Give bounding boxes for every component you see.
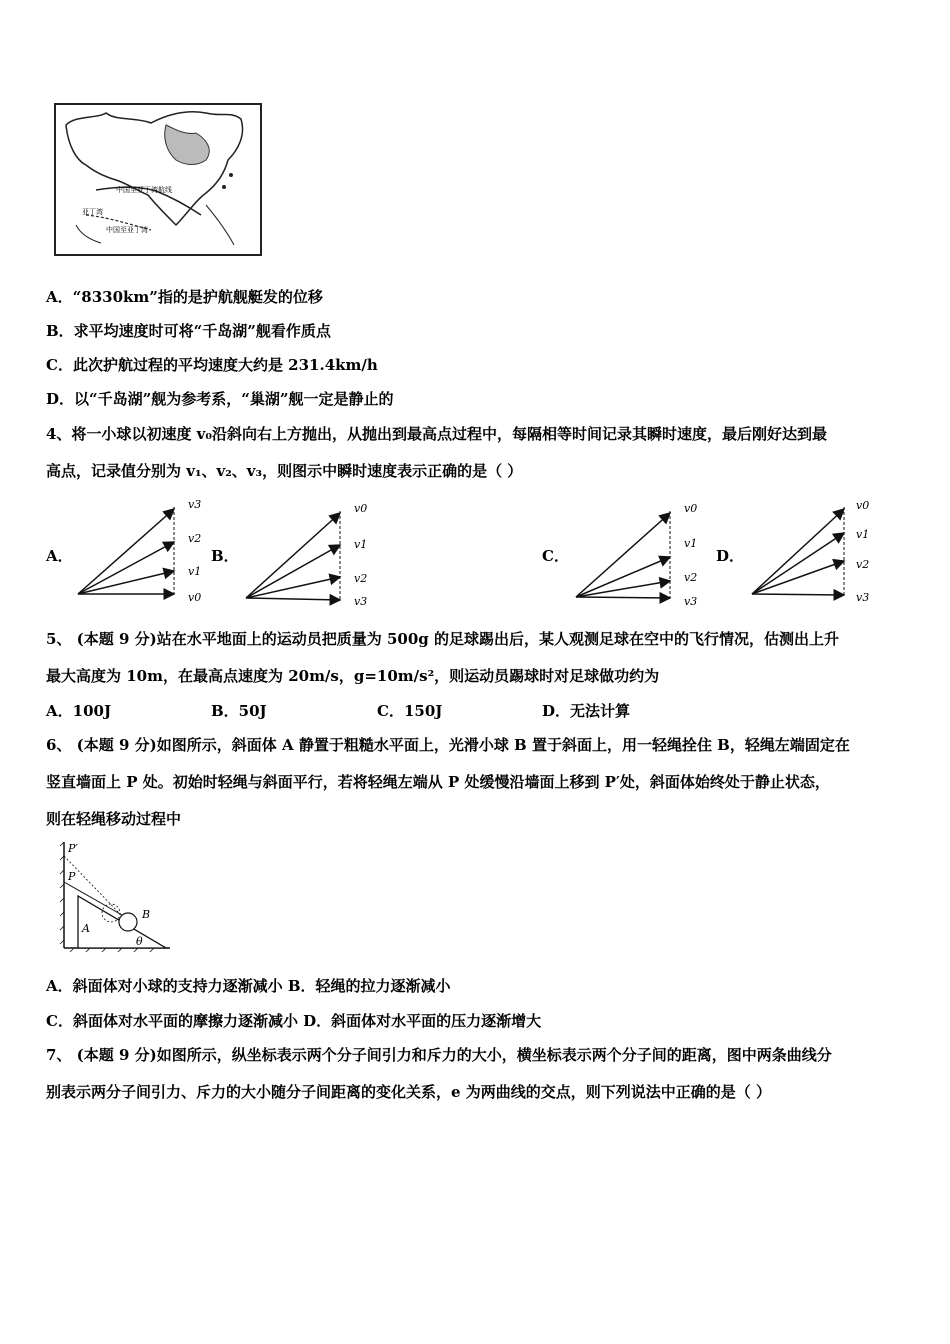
map-caption-aden: 亚丁湾	[82, 208, 103, 216]
q5-option-a: A．100J	[46, 702, 112, 720]
q7-stem-line2: 别表示两分子间引力、斥力的大小随分子间距离的变化关系，e 为两曲线的交点，则下列说法中正确的是（ ）	[46, 1083, 771, 1101]
q5-stem-line2: 最大高度为 10m，在最高点速度为 20m/s，g=10m/s²，则运动员踢球时对足球做功约为	[46, 667, 660, 685]
label-theta: θ	[136, 935, 143, 948]
vec-label: v3	[684, 595, 698, 608]
label-p: P	[68, 870, 76, 883]
q3-option-a: A．“8330km”指的是护航舰艇发的位移	[46, 288, 323, 306]
q7-stem-line1: 7、 (本题 9 分)如图所示，纵坐标表示两个分子间引力和斥力的大小，横坐标表示两个分子间的距离，图中两条曲线分	[46, 1046, 832, 1064]
vector-arrow	[246, 513, 340, 598]
vec-label: v1	[188, 565, 202, 578]
q6-stem-line3: 则在轻绳移动过程中	[46, 810, 182, 828]
q6-stem-line1: 6、 (本题 9 分)如图所示，斜面体 A 静置于粗糙水平面上，光滑小球 B 置于斜面上，用一轻绳拴住 B，轻绳左端固定在	[46, 736, 850, 754]
vector-arrow	[246, 598, 340, 600]
q3-option-b: B．求平均速度时可将“千岛湖”舰看作质点	[46, 322, 331, 340]
vector-arrow	[752, 509, 844, 594]
vector-arrow	[576, 597, 670, 598]
q5-option-b: B．50J	[211, 702, 267, 720]
q5-option-c: C．150J	[377, 702, 443, 720]
map-figure	[54, 103, 262, 256]
q4-option-c-label: C．	[542, 547, 569, 565]
vector-arrow	[78, 509, 174, 594]
vector-arrow	[246, 577, 340, 598]
vec-label: v2	[188, 532, 202, 545]
vector-arrow	[576, 513, 670, 597]
vec-label: v0	[684, 502, 698, 515]
q5-option-d: D．无法计算	[542, 702, 631, 720]
q4-stem-line2: 高点，记录值分别为 v₁、v₂、v₃，则图示中瞬时速度表示正确的是（ ）	[46, 462, 523, 480]
q3-option-c: C．此次护航过程的平均速度大约是 231.4km/h	[46, 356, 378, 374]
map-drawing	[56, 105, 260, 254]
vector-arrow	[752, 594, 844, 595]
q4-diagram-d	[744, 493, 884, 613]
vector-arrow	[576, 557, 670, 597]
vec-label: v0	[856, 499, 870, 512]
map-caption-route: 中国至亚丁湾航线	[116, 186, 172, 194]
vector-arrow	[78, 542, 174, 594]
vector-arrow	[78, 571, 174, 594]
vec-label: v2	[856, 558, 870, 571]
vec-label: v0	[188, 591, 202, 604]
q6-figure	[56, 840, 176, 955]
label-a: A	[82, 922, 90, 935]
label-p-prime: P′	[68, 842, 78, 855]
vec-label: v1	[354, 538, 368, 551]
vec-label: v3	[354, 595, 368, 608]
vec-label: v2	[684, 571, 698, 584]
vec-label: v3	[188, 498, 202, 511]
vec-label: v1	[856, 528, 870, 541]
map-caption-china: 中国至亚丁湾	[106, 226, 148, 234]
q4-option-d-label: D．	[716, 547, 745, 565]
vector-arrow	[246, 545, 340, 598]
q4-option-a-label: A．	[46, 547, 73, 565]
vec-label: v1	[684, 537, 698, 550]
vec-label: v0	[354, 502, 368, 515]
vector-arrow	[752, 533, 844, 594]
vector-arrow	[752, 561, 844, 594]
q5-stem-line1: 5、 (本题 9 分)站在水平地面上的运动员把质量为 500g 的足球踢出后，某人观测足球在空中的飞行情况，估测出上升	[46, 630, 839, 648]
vec-label: v2	[354, 572, 368, 585]
ball	[119, 913, 137, 931]
q6-options-cd: C．斜面体对水平面的摩擦力逐渐减小 D．斜面体对水平面的压力逐渐增大	[46, 1012, 542, 1030]
vec-label: v3	[856, 591, 870, 604]
q3-option-d: D．以“千岛湖”舰为参考系，“巢湖”舰一定是静止的	[46, 390, 394, 408]
label-b: B	[142, 908, 151, 921]
q6-options-ab: A．斜面体对小球的支持力逐渐减小 B．轻绳的拉力逐渐减小	[46, 977, 451, 995]
q4-stem-line1: 4、将一小球以初速度 v₀沿斜向右上方抛出，从抛出到最高点过程中，每隔相等时间记录其瞬时速度，最后刚好达到最	[46, 425, 827, 443]
q4-diagram-a	[70, 493, 210, 613]
q6-stem-line2: 竖直墙面上 P 处。初始时轻绳与斜面平行，若将轻绳左端从 P 处缓慢沿墙面上移到 P′处，斜面体始终处于静止状态，	[46, 773, 830, 791]
q4-diagram-b	[238, 493, 378, 613]
q4-option-b-label: B．	[211, 547, 239, 565]
q4-diagram-c	[568, 493, 708, 613]
